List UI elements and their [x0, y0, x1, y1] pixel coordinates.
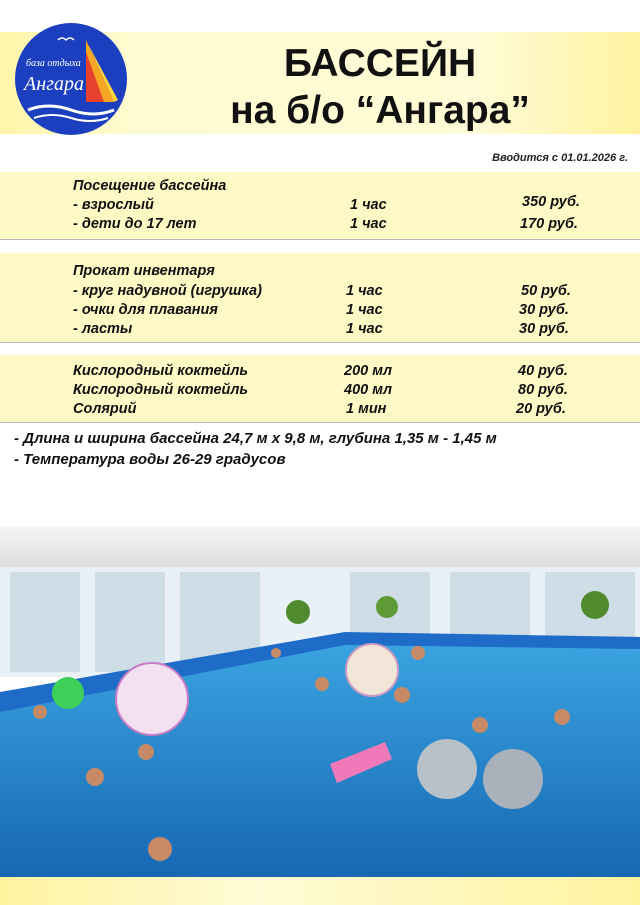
row-name: - дети до 17 лет [73, 216, 197, 232]
valid-from-note: Вводится с 01.01.2026 г. [492, 152, 628, 164]
row-price: 40 руб. [518, 363, 568, 379]
row-unit: 200 мл [344, 363, 392, 379]
section-title: Прокат инвентаря [73, 263, 215, 279]
note-temperature: - Температура воды 26-29 градусов [14, 451, 286, 468]
pool-photo [0, 527, 640, 887]
title-line-1: БАССЕЙН [283, 42, 477, 85]
logo [14, 22, 128, 136]
row-unit: 1 час [346, 302, 383, 318]
row-name: Солярий [73, 401, 137, 417]
row-price: 350 руб. [522, 194, 580, 210]
row-price: 50 руб. [521, 283, 571, 299]
row-unit: 1 час [346, 321, 383, 337]
row-price: 170 руб. [520, 216, 578, 232]
pool-illustration [0, 527, 640, 887]
pool-notes [14, 428, 497, 470]
row-name: - круг надувной (игрушка) [73, 283, 262, 299]
logo-text-top: база отдыха [26, 58, 81, 69]
footer-strip [0, 877, 640, 905]
row-name: Кислородный коктейль [73, 382, 249, 398]
row-price: 30 руб. [519, 321, 569, 337]
row-price: 20 руб. [516, 401, 566, 417]
page-title [200, 40, 560, 134]
row-name: Кислородный коктейль [73, 363, 249, 379]
row-name: - взрослый [73, 197, 154, 213]
row-unit: 1 час [350, 216, 387, 232]
title-line-2: на б/о “Ангара” [230, 89, 530, 132]
row-unit: 1 час [350, 197, 387, 213]
row-price: 30 руб. [519, 302, 569, 318]
row-name: - ласты [73, 321, 133, 337]
row-unit: 400 мл [344, 382, 392, 398]
row-price: 80 руб. [518, 382, 568, 398]
row-name: - очки для плавания [73, 302, 218, 318]
logo-text-main: Ангара [24, 73, 84, 95]
note-dimensions: - Длина и ширина бассейна 24,7 м х 9,8 м, глубина 1,35 м - 1,45 м [14, 430, 497, 447]
row-unit: 1 час [346, 283, 383, 299]
sailboat-logo-icon [14, 22, 128, 136]
section-title: Посещение бассейна [73, 178, 227, 194]
row-unit: 1 мин [346, 401, 387, 417]
